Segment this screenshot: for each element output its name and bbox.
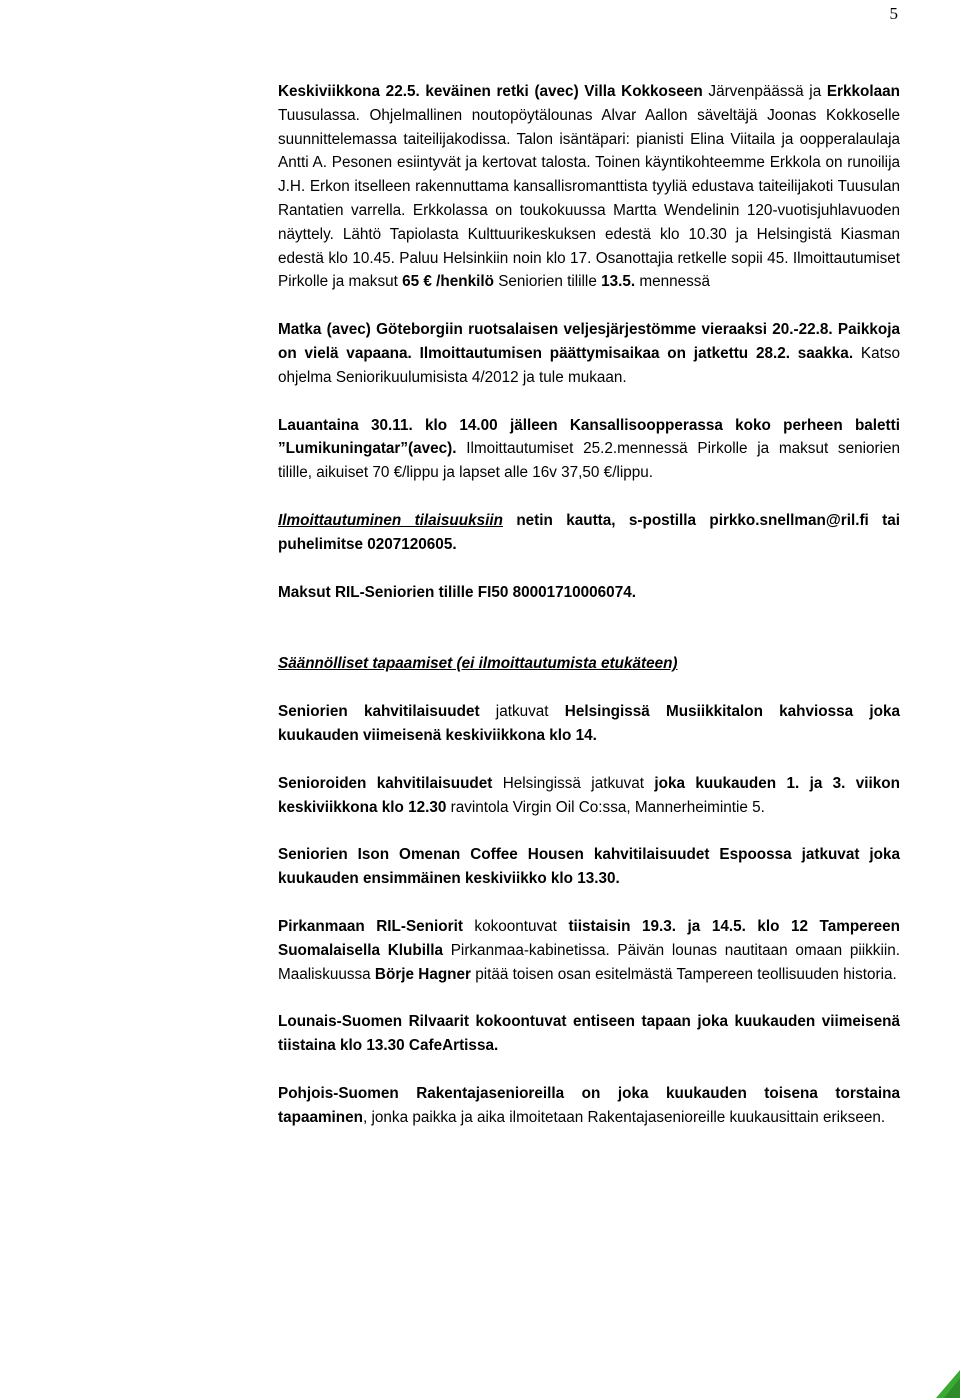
page-number: 5 — [889, 4, 898, 23]
paragraph-ballet: Lauantaina 30.11. klo 14.00 jälleen Kansallisoopperassa koko perheen baletti ”Lumikuningatar”(avec). Ilmoittautumiset 25.2.mennessä Pirkolle ja maksut seniorien tilille, aikuiset 70 €/lippu ja lapset alle 16v 37,50 €/lippu. — [278, 416, 900, 482]
registration-label: Ilmoittautuminen tilaisuuksiin — [278, 511, 503, 529]
trip-date-title: Keskiviikkona 22.5. keväinen retki (avec) Villa Kokkoseen — [278, 83, 703, 100]
document-body — [278, 80, 900, 1130]
paragraph-villa-kokkonen-trip: Keskiviikkona 22.5. keväinen retki (avec) Villa Kokkoseen Järvenpäässä ja Erkkolaan Tuusulassa. Ohjelmallinen noutopöytälounas Alvar Aallon säveltäjä Joonas Kokkoselle suunnittelemassa taiteilijakodissa. Talon isäntäpari: pianisti Elina Viitaila ja oopperalaulaja Antti A. Pesonen esiintyvät ja kertovat talosta. Toinen käyntikohteemme Erkkola on runoilija J.H. Erkon itselleen rakennuttama kansallisromanttista tyyliä edustava taiteilijakoti Tuusulan Rantatien varrella. Erkkolassa on toukokuussa Martta Wendelinin 120-vuotisjuhlavuoden näyttely. Lähtö Tapiolasta Kulttuurikeskuksen edestä klo 10.30 ja Helsingistä Kiasman edestä klo 10.45. Paluu Helsinkiin noin klo 17. Osanottajia retkelle sopii 45. Ilmoittautumiset Pirkolle ja maksut 65 € /henkilö Seniorien tilille 13.5. mennessä — [278, 83, 900, 291]
trip-deadline: 13.5. — [601, 273, 636, 291]
paragraph-lounais-suomi: Lounais-Suomen Rilvaarit kokoontuvat entiseen tapaan joka kuukauden viimeisenä tiistaina klo 13.30 CafeArtissa. — [278, 1013, 900, 1055]
paragraph-musiikkitalo-coffee: Seniorien kahvitilaisuudet jatkuvat Helsingissä Musiikkitalon kahviossa joka kuukauden viimeisenä keskiviikkona klo 14. — [278, 703, 901, 744]
paragraph-virgin-oil-coffee: Senioroiden kahvitilaisuudet Helsingissä jatkuvat joka kuukauden 1. ja 3. viikon keskiviikkona klo 12.30 ravintola Virgin Oil Co:ssa, Mannerheimintie 5. — [278, 774, 900, 816]
section-heading-regular-meetings: Säännölliset tapaamiset (ei ilmoittautumista etukäteen) — [278, 655, 678, 673]
paragraph-payment: Maksut RIL-Seniorien tilille FI50 80001710006074. — [278, 583, 636, 601]
paragraph-iso-omena-coffee: Seniorien Ison Omenan Coffee Housen kahvitilaisuudet Espoossa jatkuvat joka kuukauden ensimmäinen keskiviikko klo 13.30. — [278, 846, 900, 888]
paragraph-pohjois-suomi: Pohjois-Suomen Rakentajasenioreilla on joka kuukauden toisena torstaina tapaaminen, jonka paikka ja aika ilmoitetaan Rakentajasenioreille kuukausittain erikseen. — [278, 1084, 900, 1126]
paragraph-goteborg-trip: Matka (avec) Göteborgiin ruotsalaisen veljesjärjestömme vieraaksi 20.-22.8. Paikkoja on vielä vapaana. Ilmoittautumisen päättymisaikaa on jatkettu 28.2. saakka. Katso ohjelma Seniorikuulumisista 4/2012 ja tule mukaan. — [278, 321, 900, 386]
trip-price: 65 € /henkilö — [402, 273, 494, 291]
paragraph-registration: Ilmoittautuminen tilaisuuksiin netin kautta, s-postilla pirkko.snellman@ril.fi tai puhelimitse 0207120605. — [278, 511, 901, 553]
green-arrow-logo-icon — [936, 1370, 960, 1398]
paragraph-pirkanmaa: Pirkanmaan RIL-Seniorit kokoontuvat tiistaisin 19.3. ja 14.5. klo 12 Tampereen Suomalaisella Klubilla Pirkanmaa-kabinetissa. Päivän lounas nautitaan omaan piikkiin. Maaliskuussa Börje Hagner pitää toisen osan esitelmästä Tampereen teollisuuden historia. — [278, 917, 900, 983]
